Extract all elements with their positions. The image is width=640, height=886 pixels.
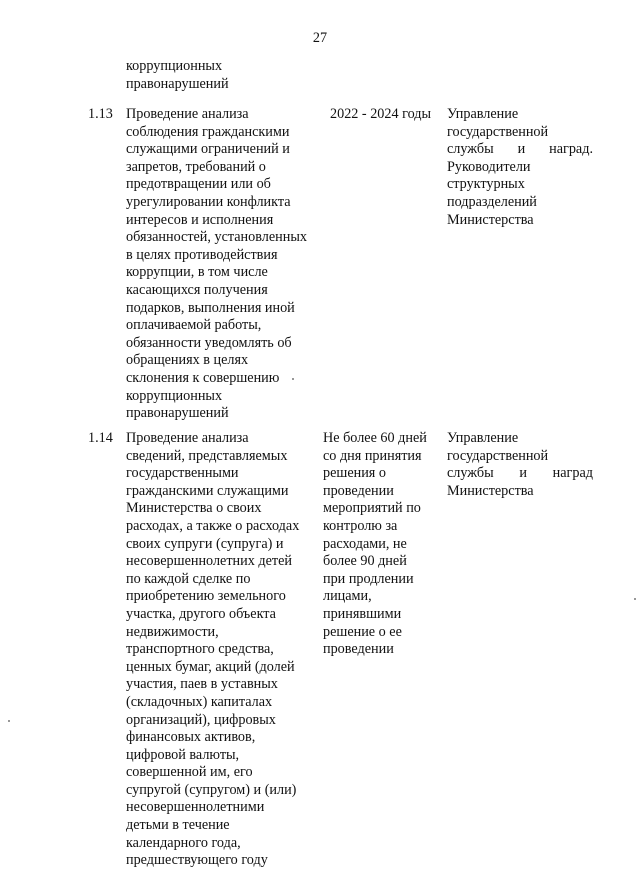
row-number: 1.14 xyxy=(88,430,113,446)
row-description xyxy=(126,106,307,423)
text-line: проведении xyxy=(323,641,394,658)
scan-speck xyxy=(292,378,294,380)
row-description xyxy=(126,430,299,870)
row-term xyxy=(330,106,431,124)
text-line: детьми в течение xyxy=(126,817,230,834)
text-line: несовершеннолетних детей xyxy=(126,553,292,570)
text-line: несовершеннолетними xyxy=(126,799,265,816)
text-line: (складочных) капиталах xyxy=(126,693,273,710)
text-line: обращениях в целях xyxy=(126,352,249,369)
text-line: правонарушений xyxy=(126,405,229,422)
text-line: касающихся получения xyxy=(126,281,268,298)
text-line: контролю за xyxy=(323,517,398,534)
text-line: Управление xyxy=(447,106,519,122)
text-line: гражданскими служащими xyxy=(126,482,289,499)
text-line: государственной xyxy=(447,123,549,140)
word: службы xyxy=(447,465,494,482)
text-line: Министерства xyxy=(447,211,534,228)
word: и xyxy=(517,141,526,158)
text-line: государственными xyxy=(126,465,239,482)
page-number: 27 xyxy=(312,30,328,46)
text-line: мероприятий по xyxy=(323,500,421,517)
text-line: недвижимости, xyxy=(126,623,219,640)
text-line: обязанностей, установленных xyxy=(126,229,307,246)
text-line: расходами, не xyxy=(323,535,407,552)
text-line: принявшими xyxy=(323,605,402,622)
text-line: запретов, требований о xyxy=(126,158,266,175)
text-line: приобретению земельного xyxy=(126,588,286,605)
text-line: транспортного средства, xyxy=(126,641,274,658)
text-line: Проведение анализа xyxy=(126,106,249,122)
text-line: календарного года, xyxy=(126,834,241,851)
text-line: цифровой валюты, xyxy=(126,746,240,763)
scan-speck xyxy=(8,720,10,722)
continuation-text xyxy=(126,58,229,93)
text-line: интересов и исполнения xyxy=(126,211,274,228)
text-line: правонарушений xyxy=(126,75,229,92)
text-line: служащими ограничений и xyxy=(126,141,290,158)
justified-line xyxy=(447,141,593,159)
text-line: подарков, выполнения иной xyxy=(126,299,295,316)
text-line: подразделений xyxy=(447,193,537,210)
text-line: при продлении xyxy=(323,570,414,587)
text-line: ценных бумаг, акций (долей xyxy=(126,658,295,675)
text-line: своих супруги (супруга) и xyxy=(126,535,284,552)
row-term xyxy=(323,430,427,659)
text-line: Министерства о своих xyxy=(126,500,262,517)
scan-speck xyxy=(634,598,636,600)
text-line: участка, другого объекта xyxy=(126,605,276,622)
row-responsible xyxy=(447,106,593,229)
text-line: лицами, xyxy=(323,588,372,605)
text-line: решения о xyxy=(323,465,386,482)
text-line: коррупции, в том числе xyxy=(126,264,268,281)
text-line: финансовых активов, xyxy=(126,729,256,746)
text-line: обязанности уведомлять об xyxy=(126,334,292,351)
text-line: оплачиваемой работы, xyxy=(126,317,262,334)
text-line: Проведение анализа xyxy=(126,430,249,446)
text-line: коррупционных xyxy=(126,387,223,404)
row-number: 1.13 xyxy=(88,106,113,122)
word: и xyxy=(519,465,527,482)
text-line: предотвращении или об xyxy=(126,176,271,193)
text-line: организаций), цифровых xyxy=(126,711,276,728)
word: службы xyxy=(447,141,494,158)
text-line: более 90 дней xyxy=(323,553,407,570)
text-line: предшествующего году xyxy=(126,852,268,869)
text-line: государственной xyxy=(447,447,549,464)
row-responsible xyxy=(447,430,593,500)
text-line: урегулировании конфликта xyxy=(126,193,291,210)
text-line: участия, паев в уставных xyxy=(126,676,278,693)
text-line: 2022 - 2024 годы xyxy=(330,106,432,122)
text-line: супругой (супругом) и (или) xyxy=(126,781,297,798)
text-line: сведений, представляемых xyxy=(126,447,288,464)
justified-line xyxy=(447,465,593,483)
text-line: решение о ее xyxy=(323,623,402,640)
text-line: совершенной им, его xyxy=(126,764,253,781)
word: наград. xyxy=(549,141,593,158)
text-line: со дня принятия xyxy=(323,447,422,464)
text-line: расходах, а также о расходах xyxy=(126,517,300,534)
text-line: склонения к совершению xyxy=(126,369,280,386)
text-line: Руководители xyxy=(447,158,531,175)
text-line: Управление xyxy=(447,430,519,446)
text-line: коррупционных xyxy=(126,58,223,74)
text-line: Не более 60 дней xyxy=(323,430,427,446)
word: наград xyxy=(552,465,593,482)
text-line: структурных xyxy=(447,176,525,193)
text-line: по каждой сделке по xyxy=(126,570,251,587)
text-line: Министерства xyxy=(447,482,534,499)
text-line: проведении xyxy=(323,482,394,499)
text-line: соблюдения гражданскими xyxy=(126,123,290,140)
text-line: в целях противодействия xyxy=(126,246,278,263)
